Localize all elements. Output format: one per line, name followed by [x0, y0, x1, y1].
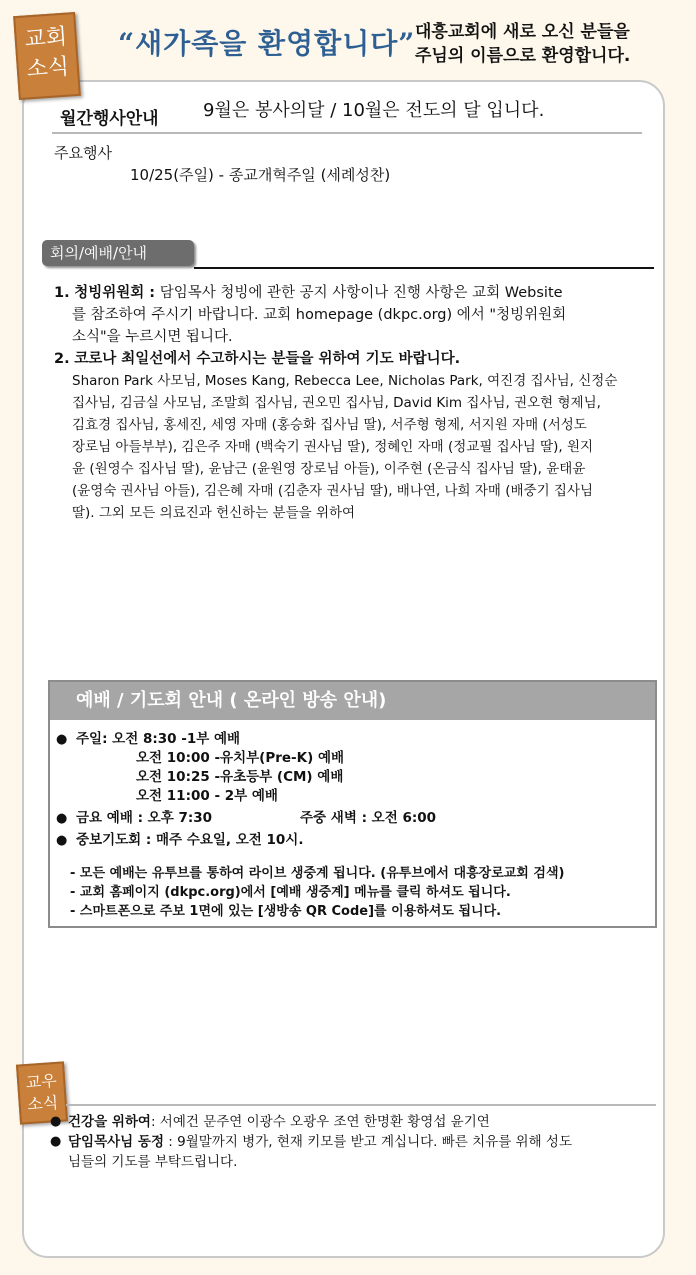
names-line: 집사님, 김금실 사모님, 조말희 집사님, 권오민 집사님, David Kim 집사님, 권오현 형제님,: [72, 395, 601, 411]
monthly-events-label: 월간행사안내: [60, 109, 159, 129]
pastor-news-text: : 9월말까지 병가, 현재 키모를 받고 계십니다. 빠른 치유를 위해 성도: [164, 1134, 572, 1150]
pastor-news-text-line: 님들의 기도를 부탁드립니다.: [68, 1154, 238, 1170]
service-time: 오전 11:00 - 2부 예배: [136, 788, 278, 804]
prayer-meeting-time: 중보기도회 : 매주 수요일, 오전 10시.: [76, 832, 304, 848]
badge-line-1: 교우: [25, 1070, 58, 1093]
welcome-subtitle-line-2: 주님의 이름으로 환영합니다.: [415, 46, 631, 66]
item-number: 2.: [54, 351, 70, 367]
member-news-list: [50, 1112, 670, 1172]
bullet-icon: ●: [50, 1134, 62, 1149]
prayer-meeting: [50, 831, 655, 850]
badge-line-2: 소식: [26, 1092, 59, 1115]
dawn-service: 주중 새벽 : 오전 6:00: [300, 810, 437, 826]
badge-line-2: 소식: [25, 54, 70, 83]
welcome-subtitle: [415, 20, 685, 68]
names-line: (윤영숙 권사님 아들), 김은혜 자매 (김춘자 권사님 딸), 배나연, 나희 자매 (배중기 집사님: [72, 483, 594, 499]
church-news-badge: [13, 12, 81, 100]
bullet-icon: ●: [56, 811, 68, 826]
item-text: 담임목사 청빙에 관한 공지 사항이나 진행 사항은 교회 Website: [155, 285, 563, 301]
main-events-label: 주요행사: [54, 144, 112, 162]
note-line: [70, 864, 655, 883]
item-title: 코로나 최일선에서 수고하시는 분들을 위하여 기도 바랍니다.: [74, 351, 461, 367]
pastor-news-title: 담임목사님 동정: [68, 1134, 164, 1150]
note-text: - 교회 홈페이지 (dkpc.org)에서: [70, 885, 271, 900]
broadcast-notes: [50, 864, 655, 921]
prayer-names: [54, 370, 660, 524]
welcome-title: “새가족을 환영합니다”: [118, 27, 416, 60]
note-text: 메뉴를 클릭 하셔도 됩니다.: [349, 885, 511, 900]
divider: [66, 1104, 656, 1106]
item-title: 청빙위원회 :: [74, 285, 156, 301]
service-time: 오전 10:00 -유치부(Pre-K) 예배: [136, 750, 345, 766]
note-text: 를 이용하셔도 됩니다.: [374, 904, 502, 919]
monthly-theme: 9월은 봉사의달 / 10월은 전도의 달 입니다.: [203, 100, 545, 121]
section-underline: [194, 267, 654, 269]
meeting-section-tag: 회의/예배/안내: [42, 240, 194, 266]
note-emphasis: [생방송 QR Code]: [257, 904, 375, 919]
service-time: 오전 10:25 -유초등부 (CM) 예배: [136, 769, 344, 785]
note-text: - 모든 예배는 유투브를 통하여 라이브 생중계 됩니다. (유투브에서 대흥장로교회 검색): [70, 866, 565, 881]
item-number: 1.: [54, 285, 70, 301]
badge-line-1: 교회: [23, 24, 68, 53]
item-text-line: 소식"을 누르시면 됩니다.: [72, 329, 233, 345]
welcome-subtitle-line-1: 대흥교회에 새로 오신 분들을: [415, 22, 630, 42]
list-item: [54, 348, 660, 524]
bullet-icon: ●: [50, 1114, 62, 1129]
worship-schedule: [50, 730, 655, 921]
worship-guide-box: [48, 680, 657, 928]
note-text: - 스마트폰으로 주보 1면에 있는: [70, 904, 258, 919]
note-emphasis: [예배 생중계]: [270, 885, 350, 900]
friday-service: 금요 예배 : 오후 7:30: [76, 810, 213, 826]
names-line: 장로님 아들부부), 김은주 자매 (백숙기 권사님 딸), 정혜인 자매 (정교필 집사님 딸), 원지: [72, 439, 594, 455]
divider: [52, 132, 642, 134]
bullet-icon: ●: [56, 833, 68, 848]
list-item: [54, 282, 660, 348]
weekday-service: [50, 809, 655, 828]
health-title: 건강을 위하여: [68, 1114, 151, 1130]
main-event-item: 10/25(주일) - 종교개혁주일 (세례성찬): [130, 166, 391, 184]
list-item: [50, 1132, 670, 1172]
list-item: [50, 1112, 670, 1132]
sunday-service: [50, 730, 655, 806]
meeting-items: [54, 282, 660, 524]
note-line: [70, 883, 655, 902]
names-line: 김효경 집사님, 홍세진, 세영 자매 (홍승화 집사님 딸), 서주형 형제, 서지원 자매 (서성도: [72, 417, 587, 433]
item-text-line: 를 참조하여 주시기 바랍니다. 교회 homepage (dkpc.org) 에서 "청빙위원회: [72, 307, 567, 323]
names-line: 딸). 그외 모든 의료진과 헌신하는 분들을 위하여: [72, 505, 356, 521]
service-time: 주일: 오전 8:30 -1부 예배: [76, 731, 241, 747]
names-line: 윤 (원영수 집사님 딸), 윤남근 (윤원영 장로님 아들), 이주현 (온금식 집사님 딸), 윤태윤: [72, 461, 586, 477]
bullet-icon: ●: [56, 732, 68, 747]
names-line: Sharon Park 사모님, Moses Kang, Rebecca Lee, Nicholas Park, 여진경 집사님, 신정순: [72, 373, 618, 389]
note-line: [70, 902, 655, 921]
health-names: : 서예건 문주연 이광수 오광우 조연 한명환 황영섭 윤기연: [150, 1114, 490, 1130]
worship-guide-header: 예배 / 기도회 안내 ( 온라인 방송 안내): [50, 682, 655, 720]
